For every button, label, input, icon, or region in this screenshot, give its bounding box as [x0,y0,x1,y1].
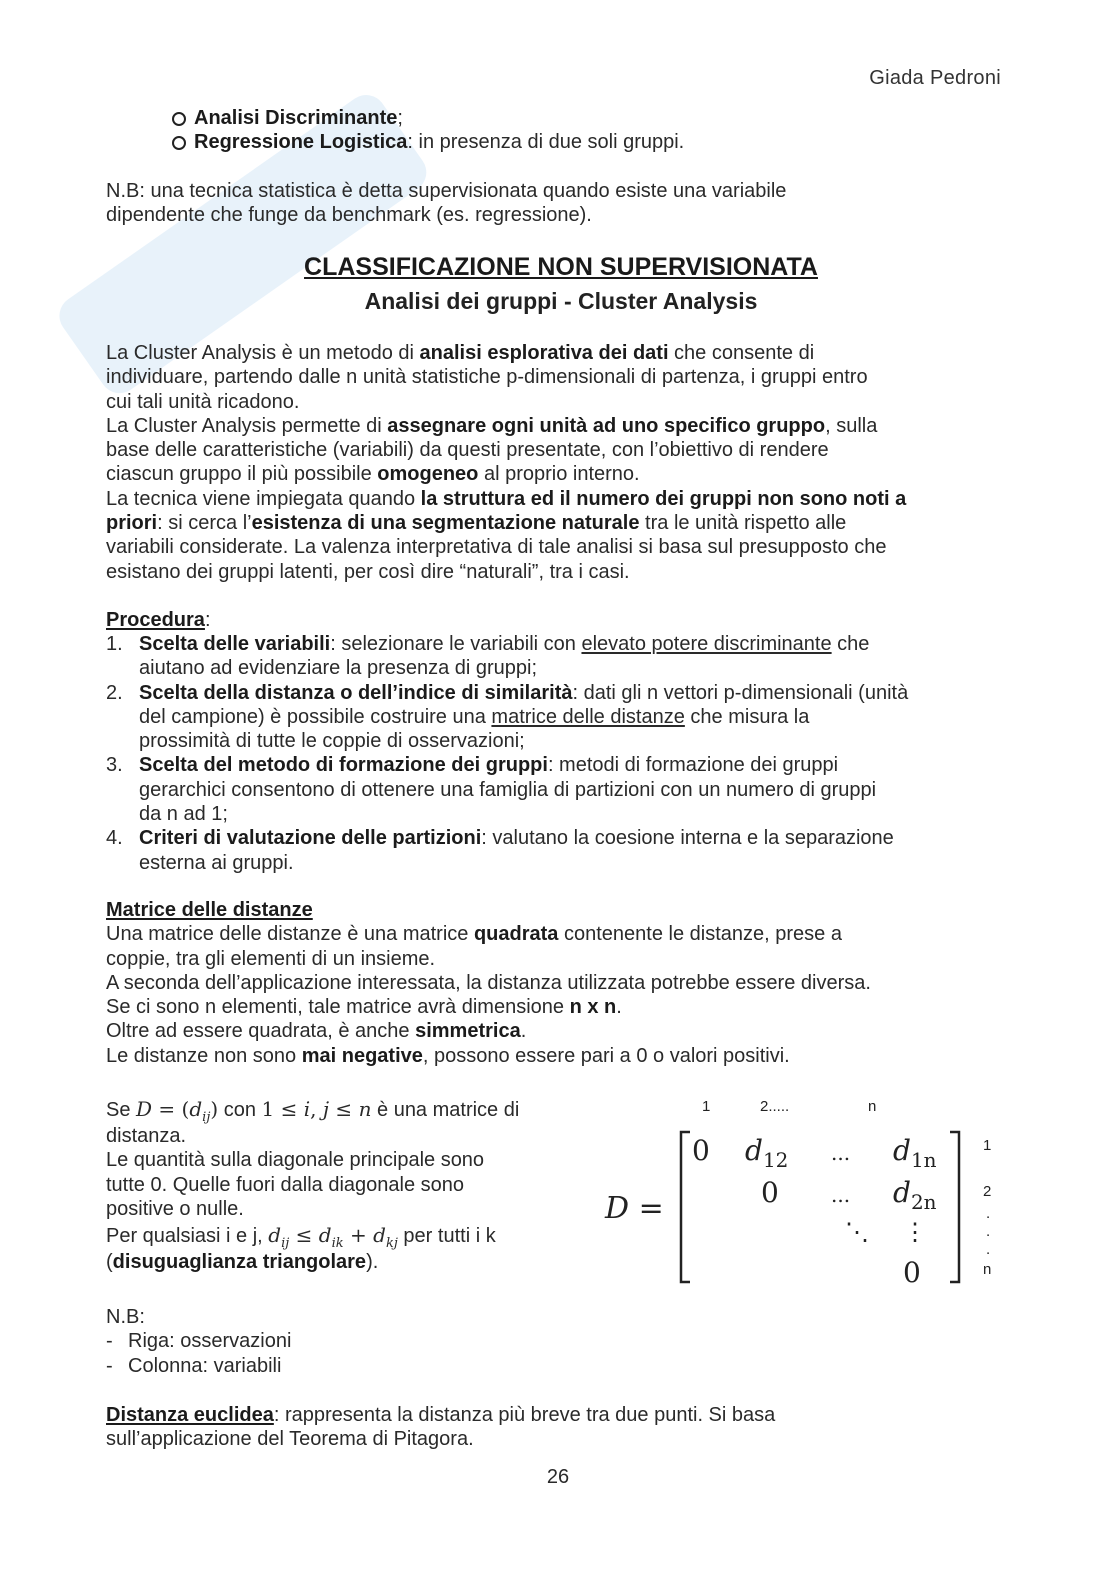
col-label-1: 1 [702,1098,711,1115]
list-item: 2. Scelta della distanza o dell’indice di similarità: dati gli n vettori p-dimensionali (unità del campione) è possibile costruire una matrice delle distanze che misura la prossimità di tutte le coppie di osservazioni; [106,681,909,753]
row-label-dot: . [986,1205,991,1222]
author-name: Giada Pedroni [869,67,1001,89]
right-bracket [950,1132,959,1282]
cell-d1n: $d_{1n}$ [893,1134,937,1172]
distance-matrix-section: Matrice delle distanze Una matrice delle distanze è una matrice quadrata contenente le distanze, prese a coppie, tra gli elementi di un insieme. A seconda dell’applicazione interessata, la distanza utilizzata potrebbe essere diversa. Se ci sono n elementi, tale matrice avrà dimensione n x n. Oltre ad essere quadrata, è anche simmetrica. Le distanze non sono mai negative, possono essere pari a 0 o valori positivi. [106,899,871,1067]
cell-1-1: 0 [761,1176,779,1209]
matrix-definition: Se $D = (d_{ij})$ con 1 ≤ i, j ≤ n è una matrice di distanza. Le quantità sulla diagonale principale sono tutte 0. Quelle fuori dalla diagonale sono positive o nulle. Per qualsiasi i e j, $d_{ij} \le d_{ik} + d_{kj}$ per tutti i k (disuguaglianza triangolare). [106,1097,520,1274]
list-item: - Riga: osservazioni [106,1329,1016,1353]
cell-ellipsis: ... [831,1183,851,1207]
list-item: 3. Scelta del metodo di formazione dei gruppi: metodi di formazione dei gruppi gerarchici consentono di ottenere una famiglia di partizioni con un numero di gruppi da n ad 1; [106,754,877,826]
row-label-dot: . [986,1241,991,1258]
col-label-n: n [868,1098,877,1115]
section-subtitle: Analisi dei gruppi - Cluster Analysis [364,288,758,314]
row-label-dot: . [986,1223,991,1240]
matrix-lhs: D = [605,1191,664,1226]
procedure-heading: Procedura: [106,609,211,631]
cell-d2n: $d_{2n}$ [893,1176,937,1214]
list-item: 4. Criteri di valutazione delle partizioni: valutano la coesione interna e la separazione esterna ai gruppi. [106,827,894,874]
cell-n-n: 0 [903,1256,921,1289]
row-label-n: n [983,1261,992,1278]
cell-vdots: ⋮ [903,1218,927,1246]
intro-paragraphs: La Cluster Analysis è un metodo di analisi esplorativa dei dati che consente di individuare, partendo dalle n unità statistiche p-dimensionali di partenza, i gruppi entro cui tali unità ricadono. La Cluster Analysis permette di assegnare ogni unità ad uno specifico gruppo, sulla base delle caratteristiche (variabili) da questi presentate, con l’obiettivo di rendere ciascun gruppo il più possibile omogeneo al proprio interno. La tecnica viene impiegata quando la struttura ed il numero dei gruppi non sono noti a priori: si cerca l’esistenza di una segmentazione naturale tra le unità rispetto alle variabili considerate. La valenza interpretativa di tale analisi si basa sul presupposto che esistano dei gruppi latenti, per così dire “naturali”, tra i casi. [106,342,907,583]
euclidean-distance: Distanza euclidea: rappresenta la distanza più breve tra due punti. Si basa sull’applicazione del Teorema di Pitagora. [106,1404,776,1451]
cell-d12: $d_{12}$ [745,1134,789,1172]
list-item: - Colonna: variabili [106,1354,1016,1378]
left-bracket [681,1132,690,1282]
list-item: Regressione Logistica: in presenza di due soli gruppi. [172,130,684,154]
row-label-2: 2 [983,1183,992,1200]
procedure-steps [106,632,1011,875]
col-label-2: 2..... [760,1098,790,1115]
distance-matrix-figure [595,1090,1015,1295]
page-number: 26 [546,1466,570,1488]
cell-ellipsis: ... [831,1141,851,1165]
supervised-note: N.B: una tecnica statistica è detta supervisionata quando esiste una variabile dipendente che funge da benchmark (es. regressione). [106,180,787,227]
rows-note: N.B: - Riga: osservazioni - Colonna: variabili [106,1305,1016,1378]
cell-0-0: 0 [692,1134,710,1167]
list-item: Analisi Discriminante; [172,106,684,130]
method-bullet-list [172,106,684,155]
cell-ddots: ⋱ [845,1218,869,1246]
row-label-1: 1 [983,1137,992,1154]
list-item: 1. Scelta delle variabili: selezionare le variabili con elevato potere discriminante che aiutano ad evidenziare la presenza di gruppi; [106,633,870,680]
section-title: CLASSIFICAZIONE NON SUPERVISIONATA [304,253,818,281]
